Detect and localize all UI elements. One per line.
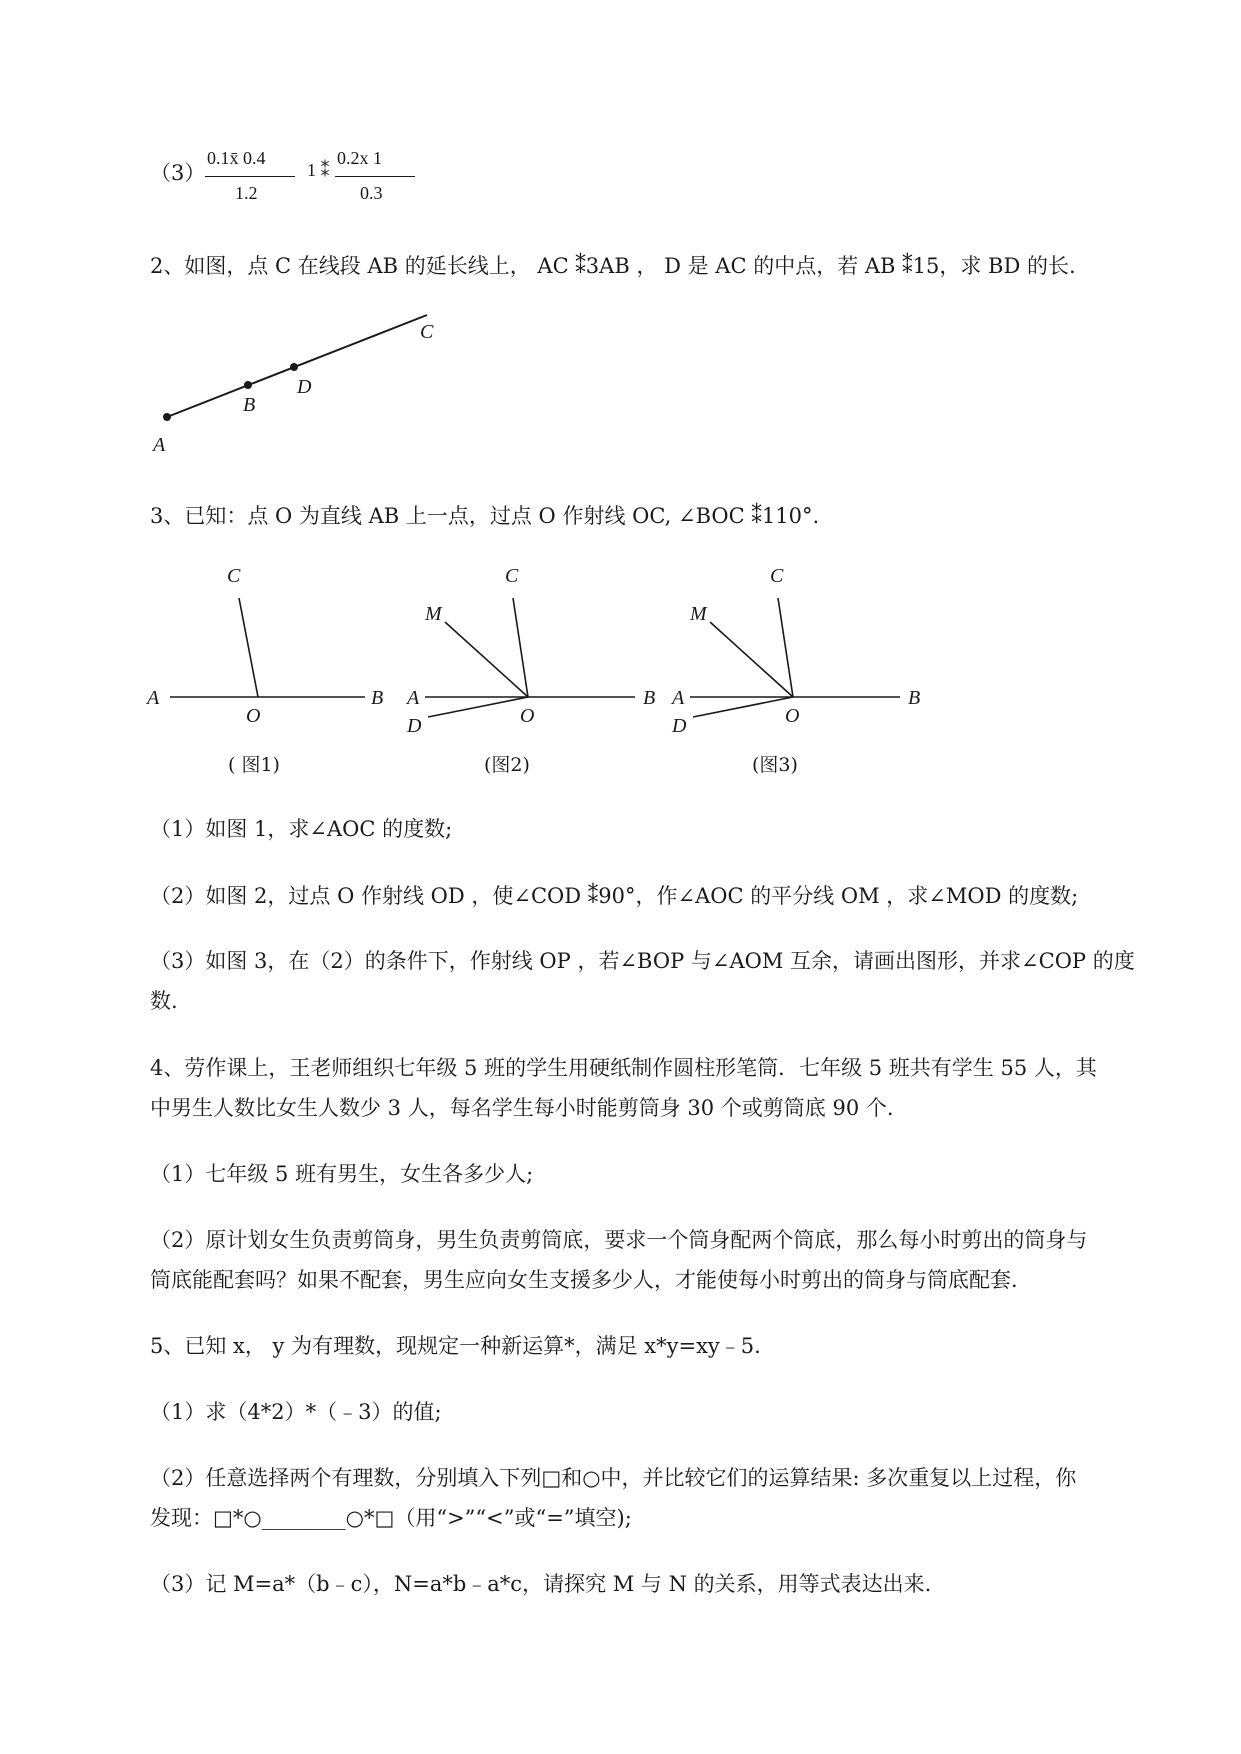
q3-figure-2	[400, 560, 665, 750]
q3-fig3-label-a: A	[672, 687, 685, 709]
q1-part3-label: （3）	[150, 161, 206, 185]
q3-part1: （1）如图 1，求∠AOC 的度数;	[150, 817, 453, 841]
q1-fraction2-numerator: 0.2x 1	[337, 148, 382, 168]
q3-fig2-label-o: O	[520, 705, 535, 727]
q3-fig1-caption: ( 图1)	[228, 754, 280, 776]
q2-point-b	[244, 381, 252, 389]
q1-fraction2-denominator: 0.3	[360, 183, 383, 203]
q3-fig2-label-c: C	[505, 565, 519, 587]
q3-fig3-ray-od	[693, 697, 793, 717]
q5-part2-line2: 发现：□*○________○*□（用“>”“<”或“=”填空);	[150, 1506, 632, 1530]
q3-fig3-label-b: B	[908, 687, 921, 709]
q4-part1: （1）七年级 5 班有男生，女生各多少人;	[150, 1162, 534, 1186]
q3-fig3-label-c: C	[770, 565, 784, 587]
q3-fig3-label-m: M	[690, 603, 707, 625]
q3-figure-1	[145, 560, 390, 750]
q1-equals-sign: 1 ⁑	[307, 160, 330, 180]
q5-part1: （1）求（4*2）*（﹣3）的值;	[150, 1400, 442, 1424]
q2-text: 2、如图，点 C 在线段 AB 的延长线上， AC ⁑3AB ， D 是 AC 的中点，若 AB ⁑15，求 BD 的长.	[150, 254, 1076, 278]
q3-fig2-ray-oc	[513, 598, 528, 697]
q4-text-line2: 中男生人数比女生人数少 3 人，每名学生每小时能剪筒身 30 个或剪筒底 90 个.	[150, 1096, 894, 1120]
q2-segment-figure	[140, 300, 460, 460]
q2-label-d: D	[297, 376, 312, 398]
q4-text-line1: 4、劳作课上，王老师组织七年级 5 班的学生用硬纸制作圆柱形笔筒．七年级 5 班共有学生 55 人，其	[150, 1056, 1097, 1080]
q3-fig2-caption: (图2)	[484, 754, 530, 776]
q3-part2: （2）如图 2，过点 O 作射线 OD ，使∠COD ⁑90°，作∠AOC 的平分线 OM ，求∠MOD 的度数;	[150, 884, 1079, 908]
q3-fig1-ray-oc	[239, 598, 258, 697]
q5-part3: （3）记 M=a*（b﹣c），N=a*b﹣a*c，请探究 M 与 N 的关系，用等式表达出来.	[150, 1572, 932, 1596]
q3-fig1-label-b: B	[371, 687, 384, 709]
q2-label-a: A	[153, 434, 166, 456]
q3-text: 3、已知：点 O 为直线 AB 上一点，过点 O 作射线 OC, ∠BOC ⁑110°.	[150, 504, 820, 528]
q2-point-d	[290, 363, 298, 371]
q3-fig1-label-c: C	[227, 565, 241, 587]
q3-fig2-ray-od	[428, 697, 528, 717]
q2-point-a	[163, 413, 171, 421]
q3-fig1-label-a: A	[147, 687, 160, 709]
q4-part2-line1: （2）原计划女生负责剪筒身，男生负责剪筒底，要求一个筒身配两个筒底，那么每小时剪出的筒身与	[150, 1228, 1088, 1252]
q3-fig2-label-a: A	[407, 687, 420, 709]
q3-fig2-label-d: D	[407, 715, 422, 737]
q3-fig3-label-d: D	[672, 715, 687, 737]
q4-part2-line2: 筒底能配套吗？如果不配套，男生应向女生支援多少人，才能使每小时剪出的筒身与筒底配套.	[150, 1268, 1018, 1292]
q3-part3-line2: 数.	[150, 989, 178, 1013]
q1-fraction1-bar	[205, 176, 295, 177]
q1-fraction1-numerator: 0.1x̄ 0.4	[207, 148, 266, 168]
q3-fig2-label-b: B	[643, 687, 656, 709]
q5-part2-line1: （2）任意选择两个有理数，分别填入下列□和○中，并比较它们的运算结果: 多次重复以上过程，你	[150, 1466, 1077, 1490]
q1-fraction2-bar	[335, 176, 415, 177]
q2-label-b: B	[243, 394, 256, 416]
q3-fig2-ray-om	[445, 622, 528, 697]
q2-label-c: C	[420, 321, 434, 343]
q3-figure-3	[665, 560, 930, 750]
q5-text: 5、已知 x， y 为有理数，现规定一种新运算*，满足 x*y=xy﹣5.	[150, 1334, 761, 1358]
q3-part3-line1: （3）如图 3，在（2）的条件下，作射线 OP ，若∠BOP 与∠AOM 互余，请画出图形，并求∠COP 的度	[150, 949, 1135, 973]
q3-fig3-ray-om	[710, 622, 793, 697]
q3-fig3-ray-oc	[778, 598, 793, 697]
q3-fig2-label-m: M	[425, 603, 442, 625]
q3-fig3-label-o: O	[785, 705, 800, 727]
q3-fig3-caption: (图3)	[752, 754, 798, 776]
q3-fig1-label-o: O	[246, 705, 261, 727]
q1-fraction1-denominator: 1.2	[235, 183, 258, 203]
